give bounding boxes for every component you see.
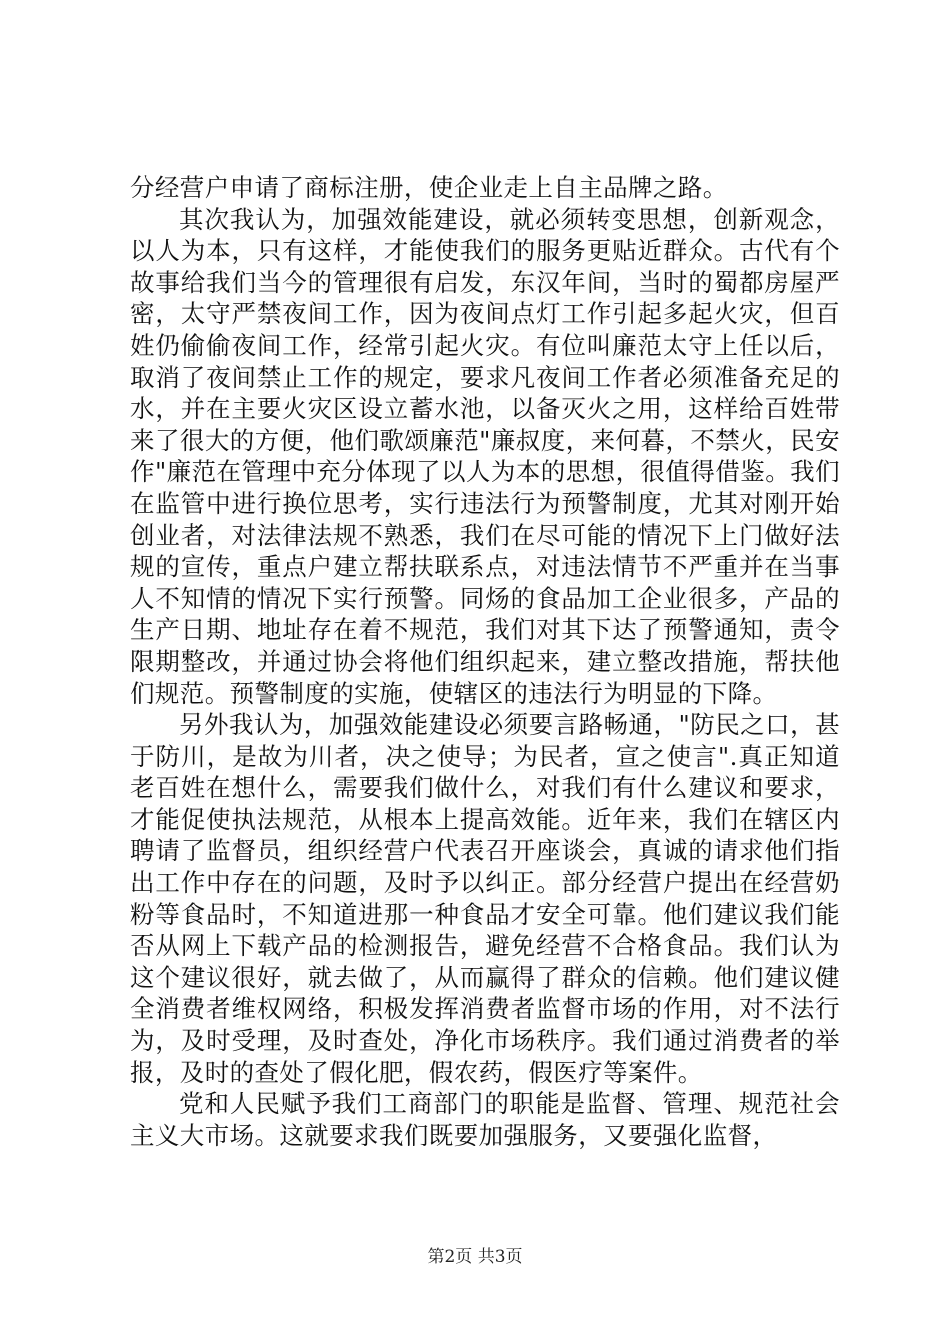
paragraph-open-communication: 另外我认为，加强效能建设必须要言路畅通，"防民之口，甚于防川，是故为川者，决之使导；为民者，宣之使言".真正知道老百姓在想什么，需要我们做什么，对我们有什么建议和要求，才能促使执法规范，从根本上提高效能。近年来，我们在辖区内聘请了监督员，组织经营户代表召开座谈会，真诚的请求他们指出工作中存在的问题，及时予以纠正。部分经营户提出在经营奶粉等食品时，不知道进那一种食品才安全可靠。他们建议我们能否从网上下载产品的检测报告，避免经营不合格食品。我们认为这个建议很好，就去做了，从而赢得了群众的信赖。他们建议健全消费者维权网络，积极发挥消费者监督市场的作用，对不法行为，及时受理，及时查处，净化市场秩序。我们通过消费者的举报，及时的查处了假化肥，假农药，假医疗等案件。 <box>130 710 840 1087</box>
paragraph-supervision-duty: 党和人民赋予我们工商部门的职能是监督、管理、规范社会主义大市场。这就要求我们既要加强服务，又要强化监督， <box>130 1089 840 1150</box>
paragraph-efficiency-mindset: 其次我认为，加强效能建设，就必须转变思想，创新观念，以人为本，只有这样，才能使我们的服务更贴近群众。古代有个故事给我们当今的管理很有启发，东汉年间，当时的蜀都房屋严密，太守严禁夜间工作，因为夜间点灯工作引起多起火灾，但百姓仍偷偷夜间工作，经常引起火灾。有位叫廉范太守上任以后，取消了夜间禁止工作的规定，要求凡夜间工作者必须准备充足的水，并在主要火灾区设立蓄水池，以备灭火之用，这样给百姓带来了很大的方便，他们歌颂廉范"廉叔度，来何暮，不禁火，民安作"廉范在管理中充分体现了以人为本的思想，很值得借鉴。我们在监管中进行换位思考，实行违法行为预警制度，尤其对刚开始创业者，对法律法规不熟悉，我们在尽可能的情况下上门做好法规的宣传，重点户建立帮扶联系点，对违法情节不严重并在当事人不知情的情况下实行预警。同炀的食品加工企业很多，产品的生产日期、地址存在着不规范，我们对其下达了预警通知，责令限期整改，并通过协会将他们组织起来，建立整改措施，帮扶他们规范。预警制度的实施，使辖区的违法行为明显的下降。 <box>130 204 840 708</box>
page-footer: 第2页 共3页 <box>427 1247 523 1267</box>
document-body <box>130 172 840 1151</box>
paragraph-continuation: 分经营户申请了商标注册，使企业走上自主品牌之路。 <box>130 173 728 202</box>
